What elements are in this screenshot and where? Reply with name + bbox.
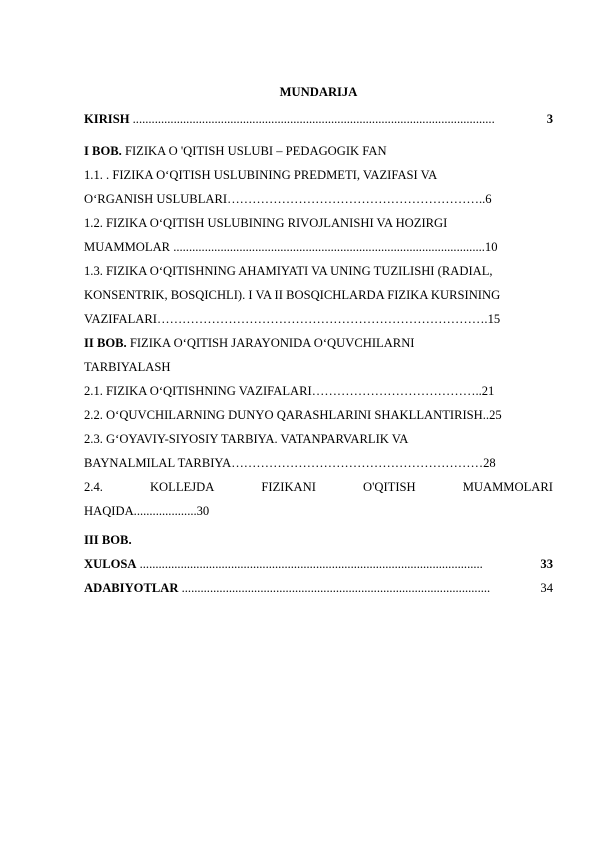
toc-entry-2-3-line-1: 2.3. G‘OYAVIY-SIYOSIY TARBIYA. VATANPARVARLIK VA [84, 432, 409, 446]
toc-page-number: 34 [540, 576, 553, 600]
toc-chapter-2-line-2: TARBIYALASH [84, 360, 171, 374]
toc-entry-1-3-line-2: KONSENTRIK, BOSQICHLI). I VA II BOSQICHLARDA FIZIKA KURSINING [84, 288, 501, 302]
toc-entry-2-4-line-1 [84, 475, 553, 499]
toc-page-number: 3 [547, 107, 553, 131]
toc-chapter-1 [84, 139, 553, 163]
toc-entry-1-3-line-1: 1.3. FIZIKA O‘QITISHNING AHAMIYATI VA UNING TUZILISHI (RADIAL, [84, 264, 493, 278]
toc-leader-dots: .................................................................................................. [178, 581, 491, 595]
toc-word: 2.4. [84, 480, 103, 494]
toc-entry-kirish [84, 107, 553, 131]
toc-word: FIZIKANI [261, 480, 316, 494]
toc-entry-adabiyotlar [84, 576, 553, 600]
toc-chapter-3: III BOB. [84, 533, 132, 547]
chapter-title: FIZIKA O‘QITISH JARAYONIDA O‘QUVCHILARNI [126, 336, 415, 350]
toc-page-number: 33 [540, 552, 553, 576]
toc-entry-1-2-line-1: 1.2. FIZIKA O‘QITISH USLUBINING RIVOJLANISHI VA HOZIRGI [84, 216, 448, 230]
toc-leader-dots: ............................................................................................................. [136, 557, 483, 571]
toc-entry-1-1-line-2: O‘RGANISH USLUBLARI……………………………………………………..6 [84, 192, 492, 206]
toc-entry-2-1: 2.1. FIZIKA O‘QITISHNING VAZIFALARI…………………………………..21 [84, 384, 495, 398]
toc-entry-2-3-line-2: BAYNALMILAL TARBIYA……………………………………………………28 [84, 456, 496, 470]
table-of-contents [84, 82, 553, 600]
toc-entry-1-2-line-2: MUAMMOLAR ...................................................................................................10 [84, 240, 498, 254]
toc-entry-2-4-line-2: HAQIDA....................30 [84, 504, 210, 518]
chapter-title: FIZIKA O 'QITISH USLUBI – PEDAGOGIK FAN [121, 144, 387, 158]
toc-label: ADABIYOTLAR [84, 581, 179, 595]
toc-entry-1-1-line-1: 1.1. . FIZIKA O‘QITISH USLUBINING PREDMETI, VAZIFASI VA [84, 168, 438, 182]
toc-word: O'QITISH [363, 480, 416, 494]
chapter-prefix: II BOB. [84, 336, 127, 350]
toc-word: KOLLEJDA [149, 480, 215, 494]
toc-entry-xulosa [84, 552, 553, 576]
toc-word: MUAMMOLARI [462, 480, 553, 494]
toc-entry-2-2: 2.2. O‘QUVCHILARNING DUNYO QARASHLARINI SHAKLLANTIRISH..25 [84, 408, 502, 422]
toc-label: KIRISH [84, 112, 130, 126]
toc-label: XULOSA [84, 557, 137, 571]
page-title: MUNDARIJA [279, 85, 358, 99]
toc-chapter-2 [84, 331, 553, 355]
chapter-prefix: I BOB. [84, 144, 122, 158]
toc-leader-dots: ................................................................................................................... [129, 112, 495, 126]
toc-entry-1-3-line-3: VAZIFALARI…………………………………………………………………….15 [84, 312, 501, 326]
